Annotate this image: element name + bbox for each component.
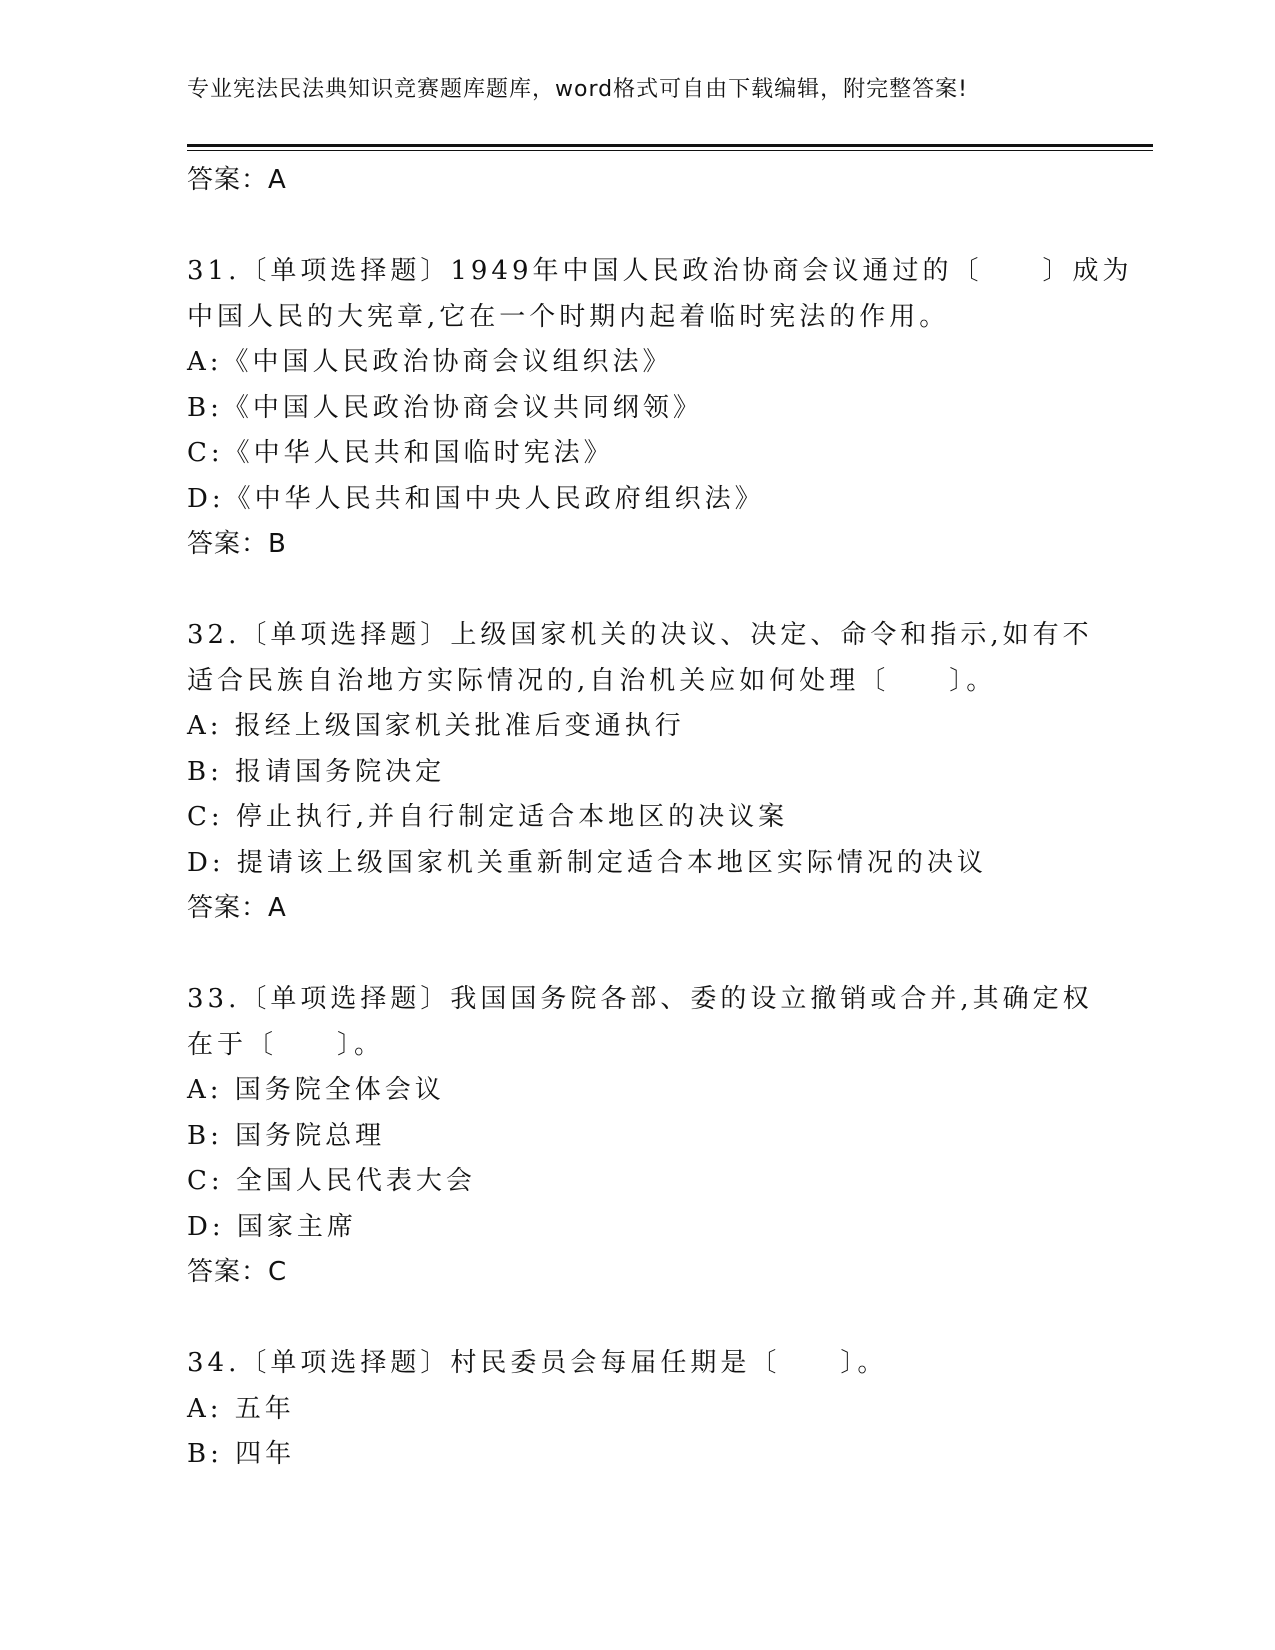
option-d: D:《中华人民共和国中央人民政府组织法》: [187, 483, 765, 514]
option-a: A: 报经上级国家机关批准后变通执行: [187, 711, 685, 741]
option-a: A: 五年: [187, 1393, 295, 1424]
option-d: D: 提请该上级国家机关重新制定适合本地区实际情况的决议: [187, 847, 987, 878]
question-text: 中国人民的大宪章,它在一个时期内起着临时宪法的作用。: [187, 301, 950, 332]
option-c: C:《中华人民共和国临时宪法》: [187, 438, 614, 468]
question-text: 31.〔单项选择题〕1949年中国人民政治协商会议通过的〔 〕成为: [187, 256, 1133, 286]
question-list: [187, 158, 1133, 1478]
question-text: 34.〔单项选择题〕村民委员会每届任期是〔 〕。: [187, 1348, 888, 1378]
option-a: A: 国务院全体会议: [187, 1075, 445, 1105]
page-header: 专业宪法民法典知识竞赛题库题库，word格式可自由下载编辑，附完整答案!: [187, 77, 968, 102]
answer-line: 答案：A: [187, 165, 287, 195]
option-b: B: 国务院总理: [187, 1120, 386, 1151]
answer-line: 答案：B: [187, 529, 287, 559]
option-a: A:《中国人民政治协商会议组织法》: [187, 347, 673, 377]
question-text: 适合民族自治地方实际情况的,自治机关应如何处理〔 〕。: [187, 665, 997, 696]
option-b: B: 报请国务院决定: [187, 756, 446, 787]
header-rule-thick: [187, 144, 1153, 147]
question-text: 32.〔单项选择题〕上级国家机关的决议、决定、命令和指示,如有不: [187, 620, 1093, 650]
option-d: D: 国家主席: [187, 1211, 357, 1242]
question-text: 33.〔单项选择题〕我国国务院各部、委的设立撤销或合并,其确定权: [187, 984, 1093, 1014]
question-block: [187, 977, 1093, 1296]
question-block: [187, 613, 1093, 932]
question-text: 在于〔 〕。: [187, 1029, 385, 1060]
answer-line: 答案：C: [187, 1257, 288, 1287]
question-block: [187, 249, 1133, 568]
header-rule-thin: [187, 150, 1153, 151]
question-block: [187, 1341, 1087, 1478]
option-b: B: 四年: [187, 1439, 296, 1469]
option-b: B:《中国人民政治协商会议共同纲领》: [187, 392, 703, 423]
option-c: C: 停止执行,并自行制定适合本地区的决议案: [187, 802, 789, 832]
option-c: C: 全国人民代表大会: [187, 1166, 476, 1196]
answer-line: 答案：A: [187, 893, 287, 923]
